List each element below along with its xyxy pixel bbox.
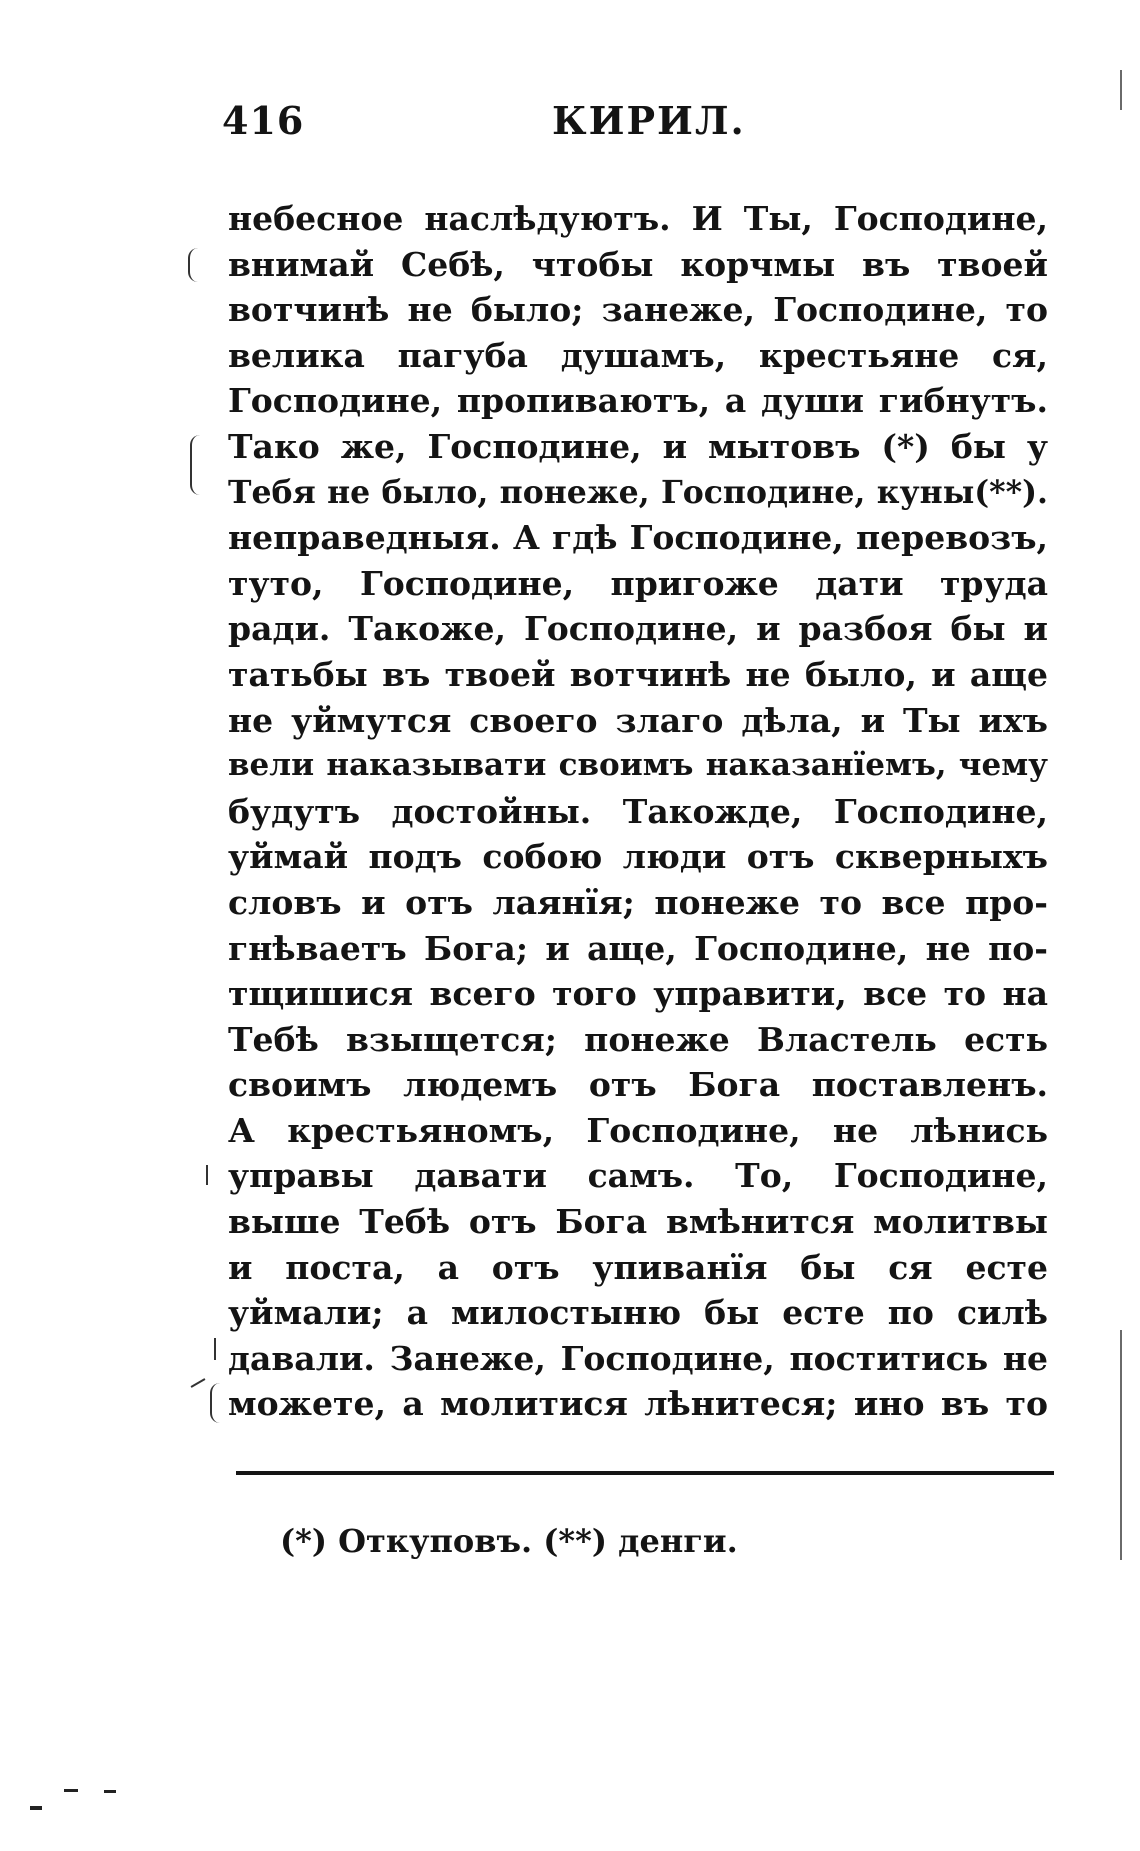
text-line: неправедныя. А гдѣ Господине, перевозъ, <box>228 518 1048 558</box>
page-edge-line <box>1120 1330 1122 1560</box>
text-line: татьбы въ твоей вотчинѣ не было, и аще <box>228 654 1048 694</box>
corner-mark <box>64 1789 78 1792</box>
text-line: не уймутся своего злаго дѣла, и Ты ихъ <box>228 700 1048 740</box>
text-line: гнѣваетъ Бога; и аще, Господине, не по- <box>228 928 1048 968</box>
corner-mark <box>30 1806 42 1810</box>
text-line: вели наказывати своимъ наказанїемъ, чему <box>228 747 1048 784</box>
footnotes: (*) Откуповъ. (**) денги. <box>280 1522 738 1560</box>
text-line: давали. Занеже, Господине, поститись не <box>228 1338 1048 1378</box>
text-line: тщишися всего того управити, все то на <box>228 974 1048 1014</box>
text-line: небесное наслѣдуютъ. И Ты, Господине, <box>228 199 1048 238</box>
text-line: велика пагуба душамъ, крестьяне ся, <box>228 335 1048 375</box>
margin-cross-mark <box>191 1378 206 1388</box>
text-line: ради. Такоже, Господине, и разбоя бы и <box>228 609 1048 649</box>
divider-line <box>236 1471 1054 1475</box>
text-line: можете, а молитися лѣнитеся; ино въ то <box>228 1384 1048 1424</box>
text-line: Тебѣ взыщется; понеже Властель есть <box>228 1019 1048 1059</box>
text-line: Тебя не было, понеже, Господине, куны(**). <box>228 473 1048 511</box>
text-line: управы давати самъ. То, Господине, <box>228 1156 1048 1196</box>
text-line: своимъ людемъ отъ Бога поставленъ. <box>228 1065 1048 1105</box>
text-line: вотчинѣ не было; занеже, Господине, то <box>228 290 1048 330</box>
running-head: КИРИЛ. <box>552 98 746 143</box>
footnote-divider <box>236 1468 1054 1478</box>
text-line: будутъ достойны. Такожде, Господине, <box>228 791 1048 831</box>
margin-tick-mark <box>206 1165 208 1185</box>
text-line: А крестьяномъ, Господине, не лѣнись <box>228 1110 1048 1150</box>
corner-mark <box>104 1790 116 1793</box>
page-number: 416 <box>222 98 305 143</box>
text-line: Господине, пропиваютъ, а души гибнутъ. <box>228 381 1048 421</box>
body-text <box>228 196 1048 1427</box>
text-line: внимай Себѣ, чтобы корчмы въ твоей <box>228 244 1048 284</box>
text-line: туто, Господине, пригоже дати труда <box>228 563 1048 603</box>
margin-tick-mark <box>214 1338 216 1360</box>
margin-bracket-mark <box>210 1383 224 1423</box>
text-line: уймай подъ собою люди отъ скверныхъ <box>228 837 1048 877</box>
text-line: словъ и отъ лаянїя; понеже то все про- <box>228 882 1048 922</box>
page-header <box>222 98 1052 154</box>
text-line: уймали; а милостыню бы есте по силѣ <box>228 1293 1048 1333</box>
text-line: выше Тебѣ отъ Бога вмѣнится молитвы <box>228 1202 1048 1242</box>
page-edge-line <box>1120 70 1122 110</box>
text-line: и поста, а отъ упиванїя бы ся есте <box>228 1247 1048 1287</box>
text-line: Тако же, Господине, и мытовъ (*) бы у <box>228 426 1048 466</box>
margin-bracket-mark <box>190 435 204 495</box>
margin-bracket-mark <box>188 248 202 282</box>
